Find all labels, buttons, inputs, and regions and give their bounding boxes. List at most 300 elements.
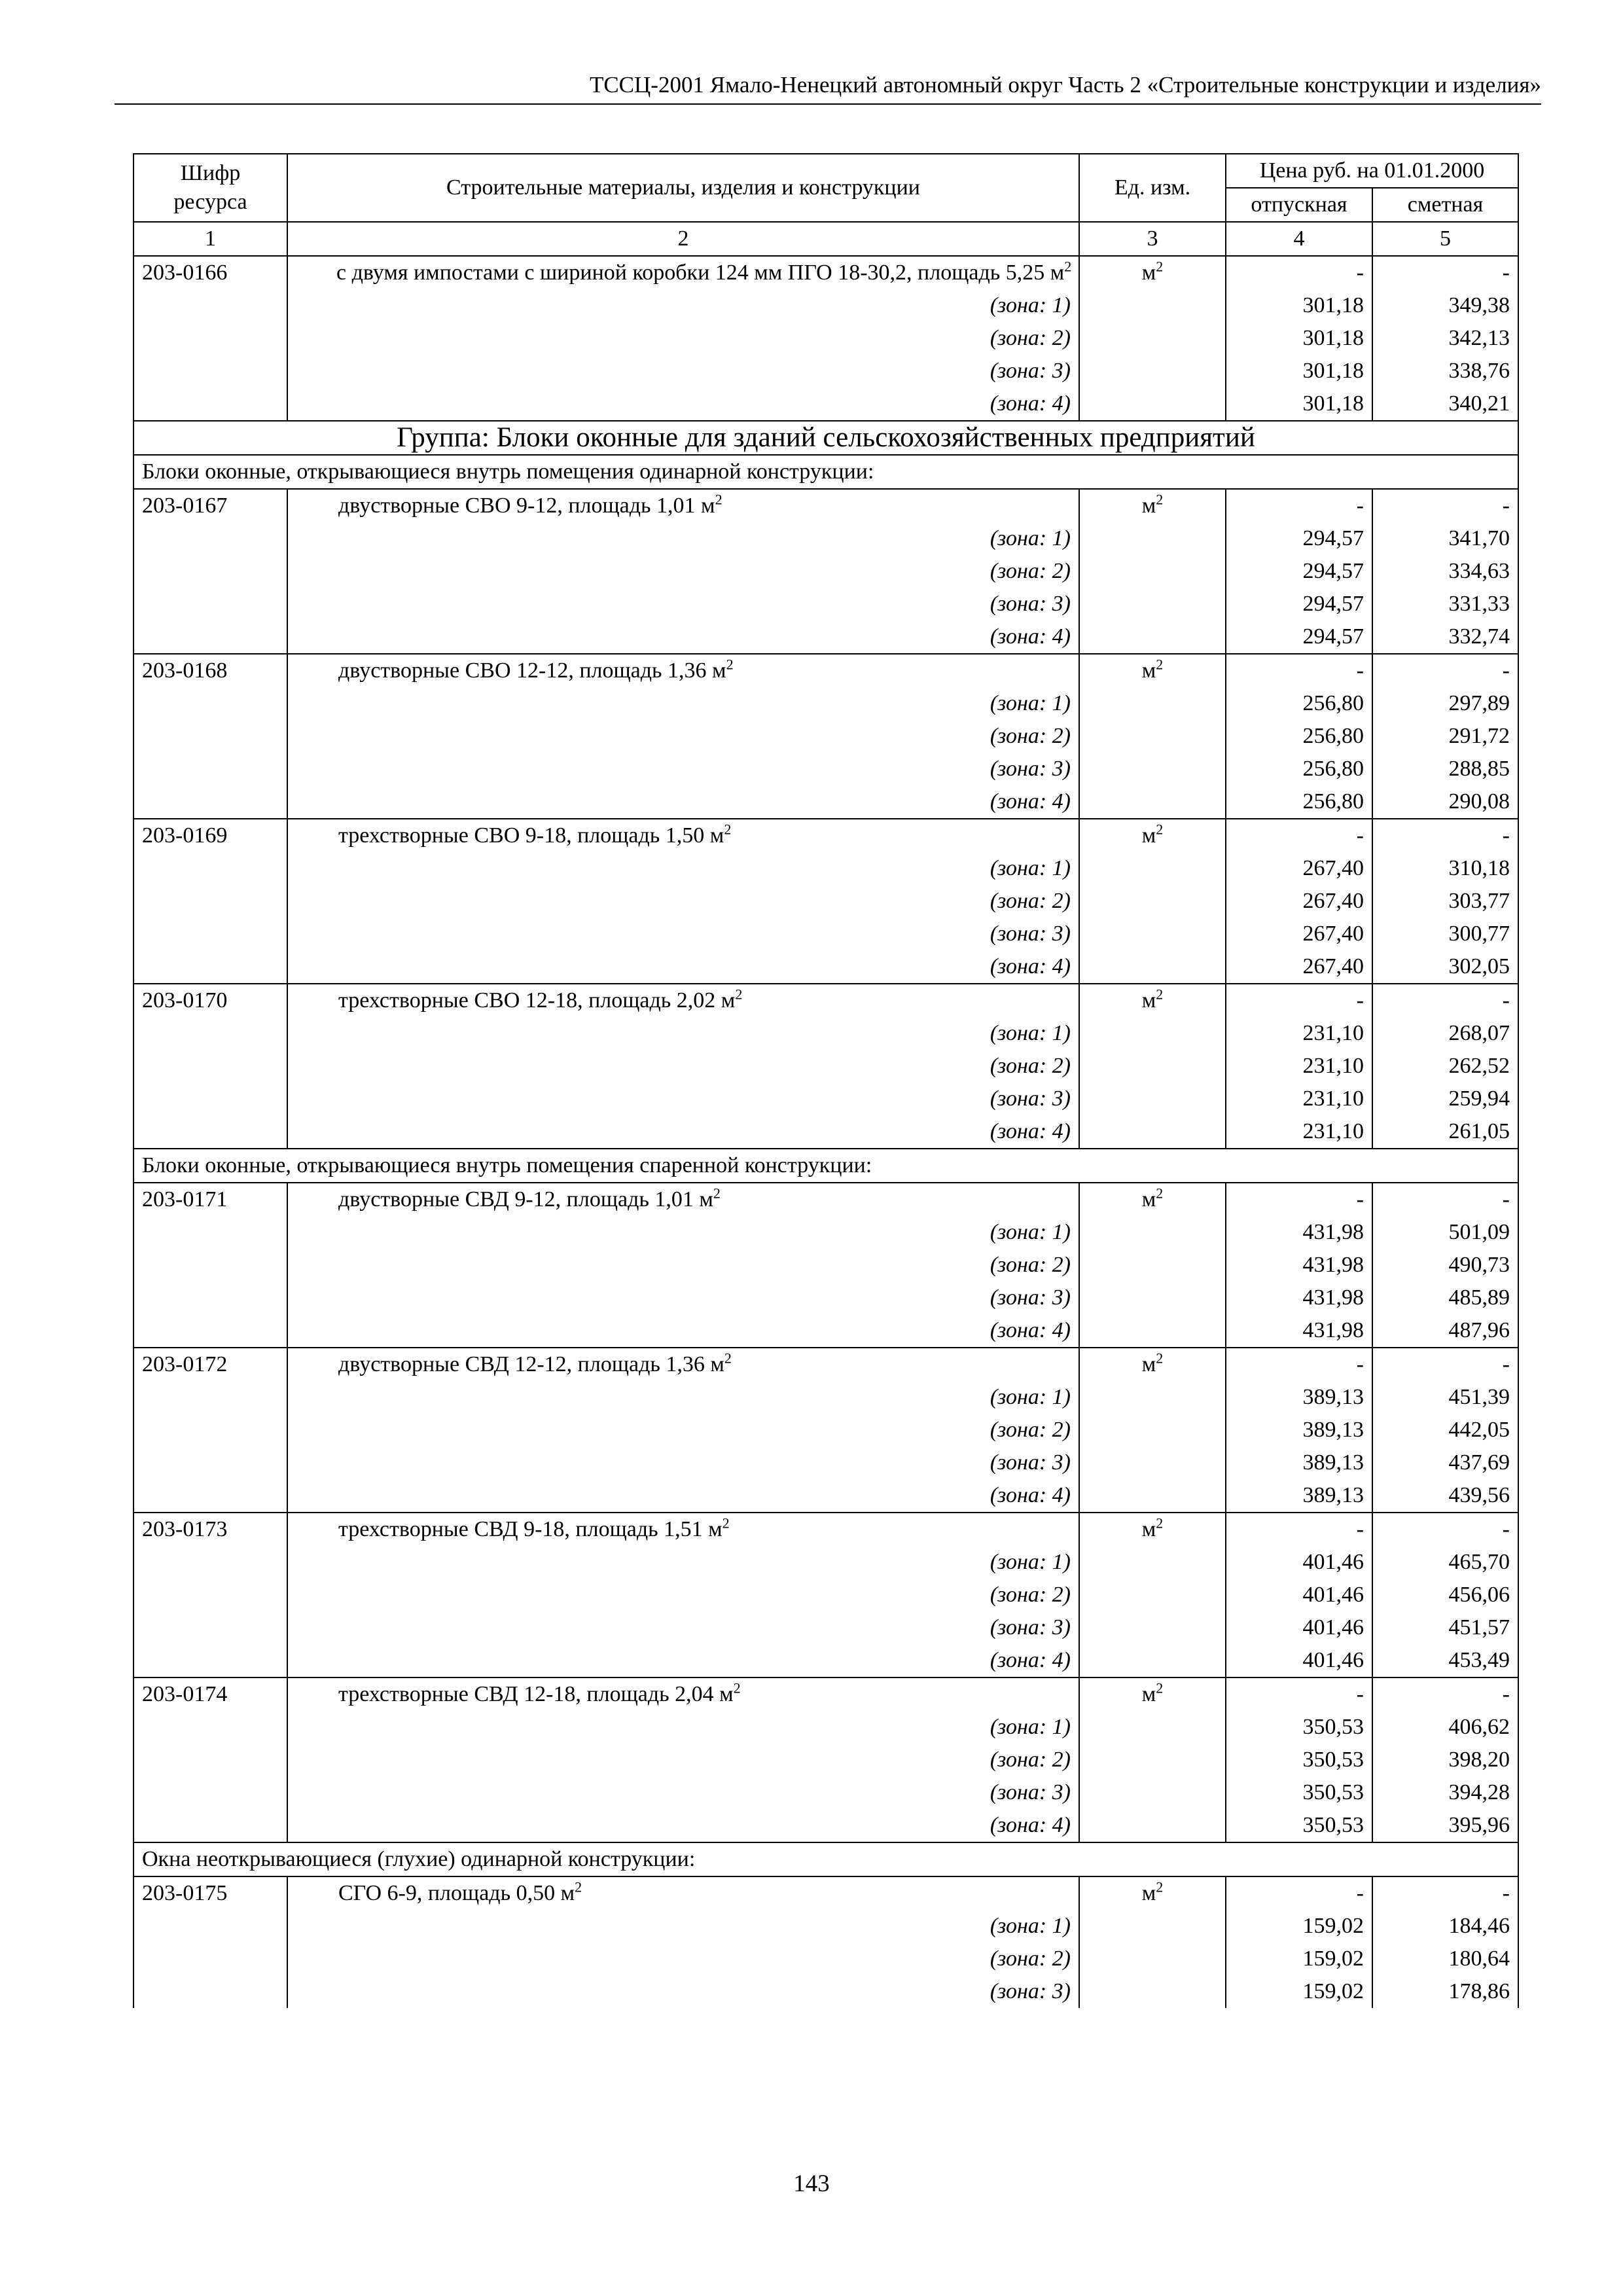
resource-code-empty [134, 785, 287, 819]
resource-code-empty [134, 1579, 287, 1611]
zone-row [134, 720, 1518, 753]
zone-row [134, 1975, 1518, 2008]
zone-label: (зона: 3) [287, 1776, 1079, 1809]
wholesale-price: - [1226, 256, 1372, 289]
wholesale-price: 431,98 [1226, 1314, 1372, 1348]
estimate-price: 332,74 [1372, 620, 1518, 654]
zone-row [134, 1249, 1518, 1282]
unit-superscript: 2 [1156, 1350, 1164, 1367]
wholesale-price: 231,10 [1226, 1050, 1372, 1083]
wholesale-price: 389,13 [1226, 1381, 1372, 1414]
table-row [134, 1348, 1518, 1381]
unit-empty [1079, 322, 1226, 355]
wholesale-price: 401,46 [1226, 1546, 1372, 1579]
estimate-price: 180,64 [1372, 1943, 1518, 1975]
zone-row [134, 1017, 1518, 1050]
unit-empty [1079, 720, 1226, 753]
zone-label: (зона: 4) [287, 1314, 1079, 1348]
material-name-text: трехстворные СВД 9-18, площадь 1,51 м [338, 1517, 722, 1541]
wholesale-price: 401,46 [1226, 1644, 1372, 1677]
wholesale-price: 256,80 [1226, 687, 1372, 720]
resource-code-empty [134, 355, 287, 387]
material-name-superscript: 2 [733, 1679, 741, 1696]
unit-empty [1079, 1083, 1226, 1115]
zone-label: (зона: 4) [287, 387, 1079, 421]
resource-code-empty [134, 588, 287, 620]
estimate-price: - [1372, 654, 1518, 687]
estimate-price: 501,09 [1372, 1216, 1518, 1249]
resource-code: 203-0173 [134, 1513, 287, 1546]
zone-row [134, 1115, 1518, 1149]
group-heading-row [134, 421, 1518, 455]
estimate-price: 261,05 [1372, 1115, 1518, 1149]
material-name-text: двустворные СВО 9-12, площадь 1,01 м [338, 493, 715, 518]
resource-code: 203-0170 [134, 984, 287, 1017]
zone-row [134, 1050, 1518, 1083]
wholesale-price: 231,10 [1226, 1115, 1372, 1149]
wholesale-price: - [1226, 819, 1372, 852]
material-name [287, 819, 1079, 852]
material-name-text: СГО 6-9, площадь 0,50 м [338, 1881, 575, 1905]
estimate-price: - [1372, 256, 1518, 289]
unit-empty [1079, 852, 1226, 885]
zone-row [134, 522, 1518, 555]
unit-superscript: 2 [1156, 1185, 1164, 1202]
table-row [134, 984, 1518, 1017]
unit-of-measure [1079, 654, 1226, 687]
unit-of-measure [1079, 489, 1226, 522]
wholesale-price: - [1226, 1513, 1372, 1546]
wholesale-price: 389,13 [1226, 1479, 1372, 1513]
resource-code: 203-0174 [134, 1677, 287, 1711]
resource-code-empty [134, 1282, 287, 1314]
wholesale-price: 231,10 [1226, 1083, 1372, 1115]
unit-empty [1079, 1611, 1226, 1644]
zone-row [134, 322, 1518, 355]
zone-label: (зона: 1) [287, 1910, 1079, 1943]
zone-row [134, 289, 1518, 322]
column-number-3: 3 [1079, 222, 1226, 256]
resource-code-empty [134, 1083, 287, 1115]
estimate-price: 259,94 [1372, 1083, 1518, 1115]
resource-code: 203-0169 [134, 819, 287, 852]
wholesale-price: - [1226, 489, 1372, 522]
zone-label: (зона: 3) [287, 1975, 1079, 2008]
estimate-price: 349,38 [1372, 289, 1518, 322]
column-number-1: 1 [134, 222, 287, 256]
estimate-price: 456,06 [1372, 1579, 1518, 1611]
material-name-superscript: 2 [726, 656, 734, 673]
zone-row [134, 1381, 1518, 1414]
zone-label: (зона: 4) [287, 1809, 1079, 1842]
unit-empty [1079, 522, 1226, 555]
estimate-price: 485,89 [1372, 1282, 1518, 1314]
zone-row [134, 355, 1518, 387]
column-header-estimate: сметная [1372, 188, 1518, 222]
unit-empty [1079, 885, 1226, 918]
unit-empty [1079, 1975, 1226, 2008]
zone-row [134, 1479, 1518, 1513]
unit-superscript: 2 [1156, 1679, 1164, 1696]
estimate-price: 268,07 [1372, 1017, 1518, 1050]
wholesale-price: 350,53 [1226, 1776, 1372, 1809]
material-name [287, 1348, 1079, 1381]
resource-code: 203-0172 [134, 1348, 287, 1381]
zone-label: (зона: 2) [287, 322, 1079, 355]
column-number-5: 5 [1372, 222, 1518, 256]
resource-code-empty [134, 1017, 287, 1050]
resource-code: 203-0166 [134, 256, 287, 289]
wholesale-price: 301,18 [1226, 387, 1372, 421]
unit-empty [1079, 1809, 1226, 1842]
page-number: 143 [793, 2170, 830, 2197]
zone-row [134, 1711, 1518, 1744]
estimate-price: 439,56 [1372, 1479, 1518, 1513]
resource-code-empty [134, 1479, 287, 1513]
wholesale-price: 401,46 [1226, 1611, 1372, 1644]
material-name-superscript: 2 [724, 821, 732, 838]
resource-code: 203-0171 [134, 1183, 287, 1216]
estimate-price: 178,86 [1372, 1975, 1518, 2008]
resource-code-empty [134, 1809, 287, 1842]
unit-text: м [1141, 1352, 1156, 1376]
material-name [287, 1677, 1079, 1711]
wholesale-price: 401,46 [1226, 1579, 1372, 1611]
wholesale-price: 431,98 [1226, 1216, 1372, 1249]
table-row [134, 489, 1518, 522]
column-header-unit: Ед. изм. [1079, 154, 1226, 222]
column-number-2: 2 [287, 222, 1079, 256]
resource-code-empty [134, 1611, 287, 1644]
unit-empty [1079, 1479, 1226, 1513]
estimate-price: 338,76 [1372, 355, 1518, 387]
wholesale-price: 301,18 [1226, 289, 1372, 322]
unit-empty [1079, 1744, 1226, 1776]
unit-empty [1079, 1910, 1226, 1943]
zone-label: (зона: 3) [287, 355, 1079, 387]
resource-code-empty [134, 885, 287, 918]
zone-label: (зона: 3) [287, 1282, 1079, 1314]
estimate-price: - [1372, 819, 1518, 852]
estimate-price: 300,77 [1372, 918, 1518, 950]
estimate-price: 288,85 [1372, 753, 1518, 785]
resource-code-empty [134, 852, 287, 885]
zone-row [134, 1611, 1518, 1644]
wholesale-price: 431,98 [1226, 1249, 1372, 1282]
estimate-price: - [1372, 1513, 1518, 1546]
wholesale-price: 389,13 [1226, 1446, 1372, 1479]
unit-superscript: 2 [1156, 821, 1164, 838]
column-header-name: Строительные материалы, изделия и конструкции [287, 154, 1079, 222]
estimate-price: 394,28 [1372, 1776, 1518, 1809]
unit-of-measure [1079, 1513, 1226, 1546]
zone-label: (зона: 2) [287, 1050, 1079, 1083]
unit-text: м [1141, 493, 1156, 518]
resource-code-empty [134, 1050, 287, 1083]
resource-code-empty [134, 1414, 287, 1446]
unit-empty [1079, 1644, 1226, 1677]
estimate-price: 340,21 [1372, 387, 1518, 421]
estimate-price: - [1372, 1677, 1518, 1711]
estimate-price: 310,18 [1372, 852, 1518, 885]
unit-empty [1079, 1776, 1226, 1809]
table-row [134, 256, 1518, 289]
resource-code-empty [134, 555, 287, 588]
resource-code-empty [134, 1776, 287, 1809]
resource-code-empty [134, 1943, 287, 1975]
unit-empty [1079, 355, 1226, 387]
zone-label: (зона: 1) [287, 1017, 1079, 1050]
resource-code-empty [134, 1314, 287, 1348]
estimate-price: 487,96 [1372, 1314, 1518, 1348]
zone-label: (зона: 1) [287, 522, 1079, 555]
unit-superscript: 2 [1156, 258, 1164, 275]
zone-label: (зона: 3) [287, 918, 1079, 950]
material-name-text: двустворные СВД 9-12, площадь 1,01 м [338, 1187, 713, 1211]
column-header-price: Цена руб. на 01.01.2000 [1226, 154, 1518, 188]
zone-row [134, 1644, 1518, 1677]
material-name-superscript: 2 [713, 1185, 721, 1202]
material-name-superscript: 2 [1064, 258, 1072, 275]
wholesale-price: 350,53 [1226, 1809, 1372, 1842]
estimate-price: 453,49 [1372, 1644, 1518, 1677]
zone-label: (зона: 1) [287, 687, 1079, 720]
material-name-superscript: 2 [715, 491, 722, 508]
unit-of-measure [1079, 1348, 1226, 1381]
unit-text: м [1141, 1881, 1156, 1905]
price-table [133, 153, 1519, 2008]
unit-superscript: 2 [1156, 491, 1164, 508]
wholesale-price: 301,18 [1226, 355, 1372, 387]
zone-row [134, 620, 1518, 654]
zone-row [134, 785, 1518, 819]
resource-code-empty [134, 1249, 287, 1282]
estimate-price: 184,46 [1372, 1910, 1518, 1943]
unit-superscript: 2 [1156, 1878, 1164, 1895]
zone-label: (зона: 1) [287, 289, 1079, 322]
zone-row [134, 387, 1518, 421]
zone-label: (зона: 2) [287, 720, 1079, 753]
unit-empty [1079, 1314, 1226, 1348]
material-name-text: двустворные СВО 12-12, площадь 1,36 м [338, 658, 726, 683]
zone-label: (зона: 2) [287, 1249, 1079, 1282]
estimate-price: 331,33 [1372, 588, 1518, 620]
wholesale-price: - [1226, 1183, 1372, 1216]
resource-code-empty [134, 387, 287, 421]
table-row [134, 654, 1518, 687]
wholesale-price: 294,57 [1226, 620, 1372, 654]
wholesale-price: 267,40 [1226, 885, 1372, 918]
zone-label: (зона: 2) [287, 1414, 1079, 1446]
group-heading: Группа: Блоки оконные для зданий сельскохозяйственных предприятий [134, 421, 1518, 455]
resource-code-empty [134, 289, 287, 322]
wholesale-price: 256,80 [1226, 785, 1372, 819]
unit-text: м [1141, 658, 1156, 683]
wholesale-price: - [1226, 654, 1372, 687]
zone-row [134, 687, 1518, 720]
unit-empty [1079, 1943, 1226, 1975]
unit-of-measure [1079, 1183, 1226, 1216]
table-body [134, 256, 1518, 2008]
wholesale-price: - [1226, 1677, 1372, 1711]
resource-code: 203-0167 [134, 489, 287, 522]
estimate-price: 291,72 [1372, 720, 1518, 753]
estimate-price: 437,69 [1372, 1446, 1518, 1479]
zone-label: (зона: 4) [287, 785, 1079, 819]
material-name-superscript: 2 [722, 1515, 730, 1532]
resource-code-empty [134, 1975, 287, 2008]
wholesale-price: 159,02 [1226, 1943, 1372, 1975]
zone-label: (зона: 3) [287, 588, 1079, 620]
resource-code-empty [134, 1644, 287, 1677]
subgroup-heading: Блоки оконные, открывающиеся внутрь помещения одинарной конструкции: [134, 455, 1518, 489]
unit-text: м [1141, 1187, 1156, 1211]
estimate-price: 334,63 [1372, 555, 1518, 588]
wholesale-price: 267,40 [1226, 918, 1372, 950]
zone-label: (зона: 4) [287, 1479, 1079, 1513]
wholesale-price: 431,98 [1226, 1282, 1372, 1314]
zone-label: (зона: 4) [287, 1644, 1079, 1677]
wholesale-price: 159,02 [1226, 1910, 1372, 1943]
table-row [134, 819, 1518, 852]
subgroup-heading-row [134, 1149, 1518, 1183]
estimate-price: 290,08 [1372, 785, 1518, 819]
estimate-price: - [1372, 1348, 1518, 1381]
zone-row [134, 1083, 1518, 1115]
zone-row [134, 1314, 1518, 1348]
estimate-price: - [1372, 1183, 1518, 1216]
unit-empty [1079, 1579, 1226, 1611]
estimate-price: - [1372, 489, 1518, 522]
unit-empty [1079, 785, 1226, 819]
column-number-4: 4 [1226, 222, 1372, 256]
resource-code-empty [134, 687, 287, 720]
unit-empty [1079, 1381, 1226, 1414]
wholesale-price: 350,53 [1226, 1744, 1372, 1776]
resource-code: 203-0175 [134, 1876, 287, 1910]
estimate-price: 341,70 [1372, 522, 1518, 555]
zone-row [134, 1282, 1518, 1314]
wholesale-price: 267,40 [1226, 950, 1372, 984]
zone-label: (зона: 3) [287, 1611, 1079, 1644]
material-name [287, 654, 1079, 687]
zone-row [134, 1943, 1518, 1975]
page-header: ТССЦ-2001 Ямало-Ненецкий автономный округ Часть 2 «Строительные конструкции и изделия» [115, 71, 1541, 105]
unit-text: м [1141, 260, 1156, 285]
unit-empty [1079, 918, 1226, 950]
unit-of-measure [1079, 256, 1226, 289]
estimate-price: 442,05 [1372, 1414, 1518, 1446]
material-name [287, 1513, 1079, 1546]
zone-row [134, 885, 1518, 918]
zone-label: (зона: 3) [287, 1083, 1079, 1115]
table-row [134, 1677, 1518, 1711]
unit-text: м [1141, 1682, 1156, 1706]
zone-row [134, 950, 1518, 984]
subgroup-heading: Блоки оконные, открывающиеся внутрь помещения спаренной конструкции: [134, 1149, 1518, 1183]
unit-empty [1079, 1115, 1226, 1149]
estimate-price: 262,52 [1372, 1050, 1518, 1083]
resource-code: 203-0168 [134, 654, 287, 687]
unit-empty [1079, 387, 1226, 421]
unit-empty [1079, 1249, 1226, 1282]
unit-of-measure [1079, 1876, 1226, 1910]
material-name-text: трехстворные СВД 12-18, площадь 2,04 м [338, 1682, 734, 1706]
zone-row [134, 1744, 1518, 1776]
zone-label: (зона: 4) [287, 1115, 1079, 1149]
wholesale-price: 231,10 [1226, 1017, 1372, 1050]
estimate-price: 342,13 [1372, 322, 1518, 355]
resource-code-empty [134, 918, 287, 950]
wholesale-price: 256,80 [1226, 720, 1372, 753]
unit-empty [1079, 687, 1226, 720]
resource-code-empty [134, 522, 287, 555]
wholesale-price: 294,57 [1226, 522, 1372, 555]
resource-code-empty [134, 1910, 287, 1943]
wholesale-price: 256,80 [1226, 753, 1372, 785]
estimate-price: 303,77 [1372, 885, 1518, 918]
estimate-price: - [1372, 1876, 1518, 1910]
unit-superscript: 2 [1156, 986, 1164, 1003]
material-name-text: двустворные СВД 12-12, площадь 1,36 м [338, 1352, 724, 1376]
zone-row [134, 1546, 1518, 1579]
subgroup-heading-row [134, 455, 1518, 489]
zone-row [134, 1446, 1518, 1479]
wholesale-price: 267,40 [1226, 852, 1372, 885]
resource-code-empty [134, 1446, 287, 1479]
unit-text: м [1141, 1517, 1156, 1541]
material-name-text: трехстворные СВО 9-18, площадь 1,50 м [338, 823, 724, 848]
wholesale-price: 294,57 [1226, 588, 1372, 620]
column-header-code: Шифр ресурса [134, 154, 287, 222]
zone-label: (зона: 1) [287, 1711, 1079, 1744]
unit-empty [1079, 1446, 1226, 1479]
estimate-price: 465,70 [1372, 1546, 1518, 1579]
zone-row [134, 852, 1518, 885]
table-row [134, 1876, 1518, 1910]
zone-label: (зона: 1) [287, 852, 1079, 885]
zone-label: (зона: 2) [287, 1579, 1079, 1611]
unit-empty [1079, 1017, 1226, 1050]
estimate-price: 297,89 [1372, 687, 1518, 720]
estimate-price: 395,96 [1372, 1809, 1518, 1842]
unit-empty [1079, 1414, 1226, 1446]
zone-row [134, 555, 1518, 588]
material-name [287, 489, 1079, 522]
unit-superscript: 2 [1156, 656, 1164, 673]
unit-empty [1079, 555, 1226, 588]
material-name [287, 256, 1079, 289]
unit-text: м [1141, 988, 1156, 1013]
material-name [287, 1876, 1079, 1910]
material-name-superscript: 2 [735, 986, 743, 1003]
wholesale-price: 159,02 [1226, 1975, 1372, 2008]
unit-empty [1079, 588, 1226, 620]
estimate-price: 302,05 [1372, 950, 1518, 984]
material-name-text: с двумя импостами с шириной коробки 124 мм ПГО 18-30,2, площадь 5,25 м [336, 260, 1065, 285]
estimate-price: - [1372, 984, 1518, 1017]
zone-row [134, 1414, 1518, 1446]
material-name [287, 984, 1079, 1017]
zone-row [134, 1809, 1518, 1842]
material-name-superscript: 2 [575, 1878, 582, 1895]
resource-code-empty [134, 322, 287, 355]
wholesale-price: 294,57 [1226, 555, 1372, 588]
subgroup-heading-row [134, 1842, 1518, 1876]
zone-row [134, 753, 1518, 785]
unit-superscript: 2 [1156, 1515, 1164, 1532]
material-name [287, 1183, 1079, 1216]
